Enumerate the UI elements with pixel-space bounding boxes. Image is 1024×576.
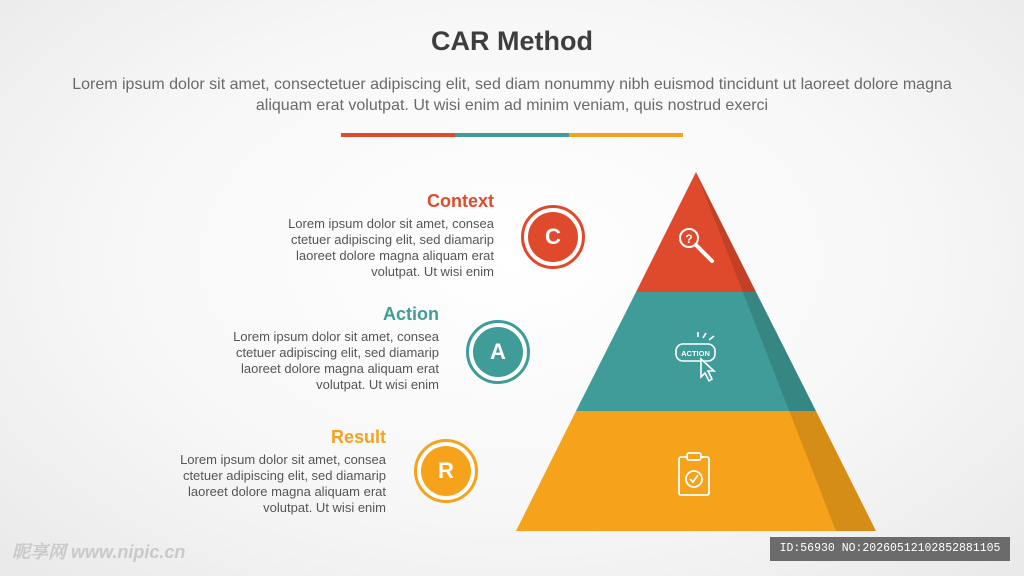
context-heading: Context	[427, 191, 494, 211]
watermark: 昵享网 www.nipic.cn	[12, 542, 186, 562]
action-icon-label: ACTION	[681, 349, 710, 358]
result-letter: R	[421, 446, 471, 496]
page-title: CAR Method	[431, 26, 593, 56]
result-heading: Result	[330, 427, 386, 447]
action-description: Lorem ipsum dolor sit amet, consea ctetuer adipiscing elit, sed diamarip laoreet dolore magna aliquam erat volutpat. Ut wisi enim	[233, 329, 439, 392]
page-subtitle: Lorem ipsum dolor sit amet, consectetuer adipiscing elit, sed diam nonummy nibh euismod tincidunt ut laoreet dolore magna aliquam erat volutpat. Ut wisi enim ad minim veniam, quis nostrud exerci	[72, 76, 952, 114]
action-heading: Action	[383, 304, 439, 324]
result-description: Lorem ipsum dolor sit amet, consea ctetuer adipiscing elit, sed diamarip laoreet dolore magna aliquam erat volutpat. Ut wisi enim	[180, 452, 386, 515]
image-id-badge: ID:56930 NO:20260512102852881105	[770, 537, 1010, 561]
context-letter: C	[528, 212, 578, 262]
svg-text:?: ?	[685, 232, 693, 246]
context-description: Lorem ipsum dolor sit amet, consea ctetuer adipiscing elit, sed diamarip laoreet dolore magna aliquam erat volutpat. Ut wisi enim	[288, 216, 494, 279]
action-letter: A	[473, 327, 523, 377]
